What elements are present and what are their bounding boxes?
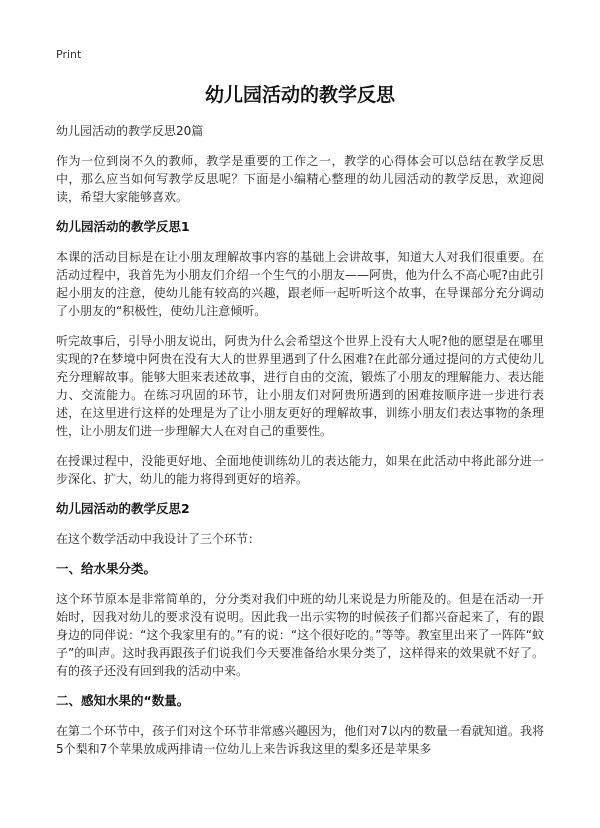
paragraph: 听完故事后，引导小朋友说出，阿贵为什么会希望这个世界上没有大人呢?他的愿望是在哪里实现的?在梦境中阿贵在没有大人的世界里遇到了什么困难?在此部分通过提问的方式使幼儿充分理解故事。能够大胆来表述故事，进行自由的交流，锻炼了小朋友的理解能力、表达能力、交流能力。在练习巩固的环节，让小朋友们对阿贵所遇到的困难按顺序进一步进行表述，在这里进行这样的处理是为了让小朋友更好的理解故事，训练小朋友们表达事物的条理性，让小朋友们进一步理解大人在对自己的重要性。	[56, 334, 544, 438]
paragraph: 在第二个环节中，孩子们对这个环节非常感兴趣因为，他们对7以内的数量一看就知道。我将5个梨和7个苹果放成两排请一位幼儿上来告诉我这里的梨多还是苹果多	[56, 724, 544, 756]
page-title: 幼儿园活动的教学反思	[204, 84, 395, 106]
document-body	[56, 122, 544, 770]
paragraph: 本课的活动目标是在让小朋友理解故事内容的基础上会讲故事，知道大人对我们很重要。在活动过程中，我首先为小朋友们介绍一个生气的小朋友——阿贵，他为什么不高心呢?由此引起小朋友的注意，使幼儿能有较高的兴趣，跟老师一起听听这个故事，在导课部分充分调动了小朋友的“积极性，使幼儿注意倾听。	[56, 250, 544, 318]
paragraph: 在这个数学活动中我设计了三个环节：	[56, 532, 261, 546]
intro-paragraph: 作为一位到岗不久的教师，教学是重要的工作之一，教学的心得体会可以总结在教学反思中，那么应当如何写教学反思呢？下面是小编精心整理的幼儿园活动的教学反思，欢迎阅读，希望大家能够喜欢。	[56, 154, 544, 204]
paragraph: 在授课过程中，没能更好地、全面地使训练幼儿的表达能力，如果在此活动中将此部分进一步深化、扩大，幼儿的能力将得到更好的培养。	[56, 454, 544, 486]
section-heading-1: 幼儿园活动的教学反思1	[56, 219, 190, 234]
subsection-heading-2: 二、感知水果的“数量。	[56, 693, 190, 708]
document-subtitle: 幼儿园活动的教学反思20篇	[56, 124, 204, 138]
paragraph: 这个环节原本是非常简单的，分分类对我们中班的幼儿来说是力所能及的。但是在活动一开始时，因我对幼儿的要求没有说明。因此我一出示实物的时候孩子们都兴奋起来了，有的跟身边的同伴说：“这个我家里有的。”有的说：“这个很好吃的。”等等。教室里出来了一阵阵“蚊子”的叫声。这时我再跟孩子们说我们今天要准备给水果分类了，这样得来的效果就不好了。有的孩子还没有回到我的活动中来。	[56, 592, 544, 678]
subsection-heading-1: 一、给水果分类。	[56, 561, 157, 576]
section-heading-2: 幼儿园活动的教学反思2	[56, 501, 190, 516]
print-link[interactable]: Print	[56, 48, 82, 61]
